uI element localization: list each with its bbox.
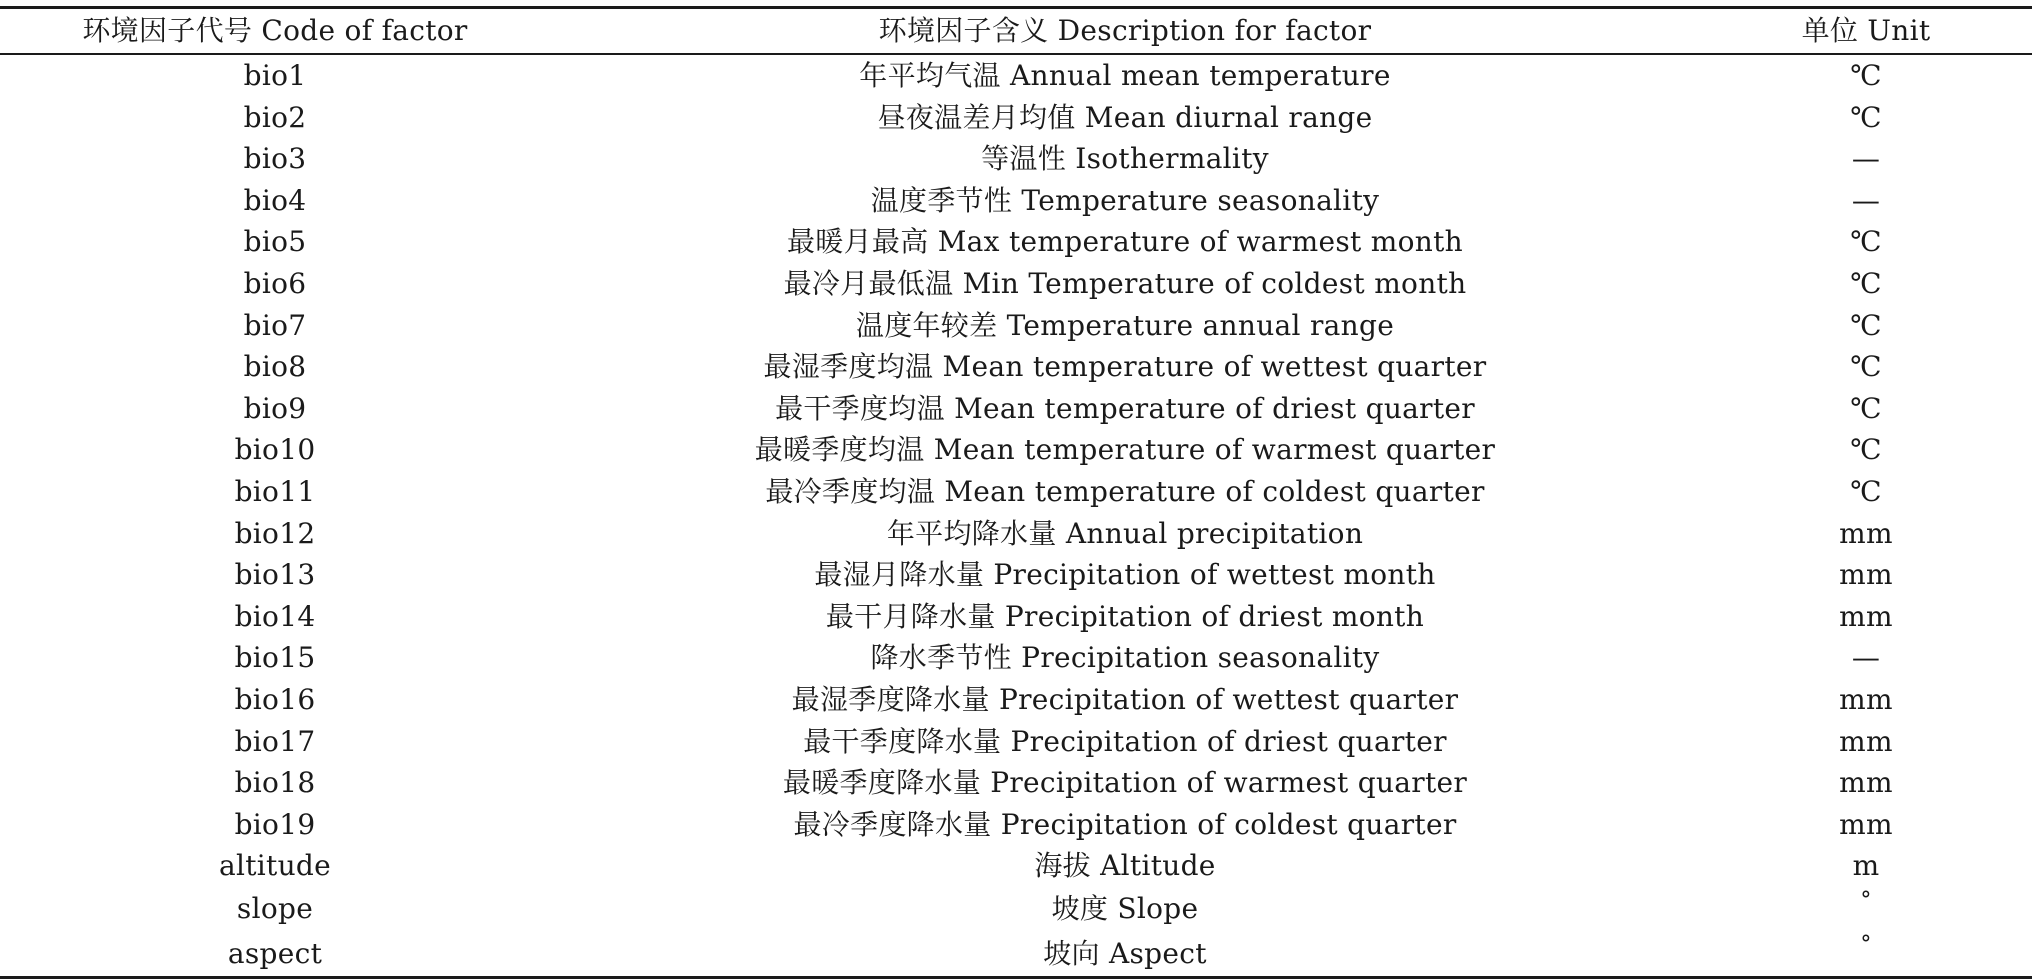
code-cell: bio5 [243,225,307,259]
code-cell: aspect [227,936,323,970]
unit-cell: ℃ [1850,433,1882,467]
table-row [0,221,2032,263]
code-cell: bio19 [234,807,316,841]
code-cell: bio16 [234,682,316,716]
description-cell: 最暖季度均温 Mean temperature of warmest quarter [754,433,1496,467]
table-row [0,138,2032,180]
table-row [0,346,2032,388]
description-cell: 最暖季度降水量 Precipitation of warmest quarter [782,766,1468,800]
description-cell: 温度年较差 Temperature annual range [855,308,1395,342]
description-cell: 坡度 Slope [1051,892,1199,926]
code-cell: bio2 [243,100,307,134]
factor-table [0,9,2032,53]
code-cell: bio17 [234,724,316,758]
description-cell: 最湿月降水量 Precipitation of wettest month [814,558,1436,592]
unit-cell: mm [1839,558,1893,592]
unit-cell [1700,887,2032,932]
header-row [0,9,2032,53]
description-cell: 最冷月最低温 Min Temperature of coldest month [783,266,1467,300]
unit-cell: mm [1839,516,1893,550]
table-row [0,55,2032,97]
unit-cell: mm [1839,682,1893,716]
description-cell: 降水季节性 Precipitation seasonality [870,641,1380,675]
code-cell: bio12 [234,516,316,550]
unit-cell: ℃ [1850,391,1882,425]
table-row [0,429,2032,471]
description-cell: 温度季节性 Temperature seasonality [870,183,1380,217]
description-cell: 最冷季度均温 Mean temperature of coldest quarter [765,474,1485,508]
table-row [0,637,2032,679]
description-cell: 昼夜温差月均值 Mean diurnal range [877,100,1373,134]
table-row [0,804,2032,846]
table-row [0,471,2032,513]
unit-cell: ℃ [1850,308,1882,342]
code-cell: bio15 [234,641,316,675]
unit-cell: ℃ [1850,350,1882,384]
unit-cell: ℃ [1850,100,1882,134]
unit-cell [1700,931,2032,976]
unit-cell: ℃ [1850,59,1882,92]
table-row [0,388,2032,430]
table-row [0,596,2032,638]
table-row [0,721,2032,763]
table-row [0,679,2032,721]
description-cell: 年平均降水量 Annual precipitation [886,516,1364,550]
code-cell: bio4 [243,183,307,217]
table-row [0,845,2032,887]
code-cell: bio3 [243,142,307,176]
environmental-factor-table [0,6,2032,979]
unit-cell: mm [1839,724,1893,758]
table-row [0,554,2032,596]
code-cell: bio14 [234,599,316,633]
degree-symbol: ° [1860,932,1872,958]
code-cell: bio6 [243,266,307,300]
description-cell: 最干季度降水量 Precipitation of driest quarter [803,724,1447,758]
code-cell: bio1 [243,59,307,92]
description-cell: 最冷季度降水量 Precipitation of coldest quarter [793,807,1457,841]
description-cell: 最湿季度降水量 Precipitation of wettest quarter [791,682,1459,716]
table-row [0,887,2032,932]
code-cell: bio18 [234,766,316,800]
factor-table-body [0,55,2032,976]
unit-cell: mm [1839,599,1893,633]
table-row [0,97,2032,139]
description-cell: 等温性 Isothermality [981,142,1269,176]
table-body [0,55,2032,976]
description-cell: 最暖月最高 Max temperature of warmest month [787,225,1463,259]
description-cell: 最湿季度均温 Mean temperature of wettest quarter [763,350,1487,384]
table-header [0,9,2032,53]
table-row [0,263,2032,305]
header-unit: 单位 Unit [1801,14,1931,47]
header-description: 环境因子含义 Description for factor [878,14,1372,47]
description-cell: 最干季度均温 Mean temperature of driest quarter [775,391,1475,425]
description-cell: 海拔 Altitude [1034,849,1216,883]
header-code: 环境因子代号 Code of factor [82,14,468,47]
unit-cell: — [1851,641,1881,675]
description-cell: 坡向 Aspect [1043,936,1207,970]
unit-cell: ℃ [1850,225,1882,259]
degree-symbol: ° [1860,887,1872,913]
code-cell: altitude [218,849,332,883]
unit-cell: ℃ [1850,266,1882,300]
description-cell: 年平均气温 Annual mean temperature [859,59,1391,92]
table-row [0,762,2032,804]
table-row [0,931,2032,976]
code-cell: bio7 [243,308,307,342]
table-row [0,305,2032,347]
table-row [0,180,2032,222]
unit-cell: m [1852,849,1880,883]
unit-cell: ℃ [1850,474,1882,508]
table-row [0,513,2032,555]
unit-cell: — [1851,142,1881,176]
code-cell: bio8 [243,350,307,384]
code-cell: bio10 [234,433,316,467]
unit-cell: mm [1839,766,1893,800]
unit-cell: mm [1839,807,1893,841]
unit-cell: — [1851,183,1881,217]
code-cell: bio11 [234,474,316,508]
description-cell: 最干月降水量 Precipitation of driest month [825,599,1425,633]
code-cell: bio9 [243,391,307,425]
code-cell: bio13 [234,558,316,592]
code-cell: slope [236,892,314,926]
